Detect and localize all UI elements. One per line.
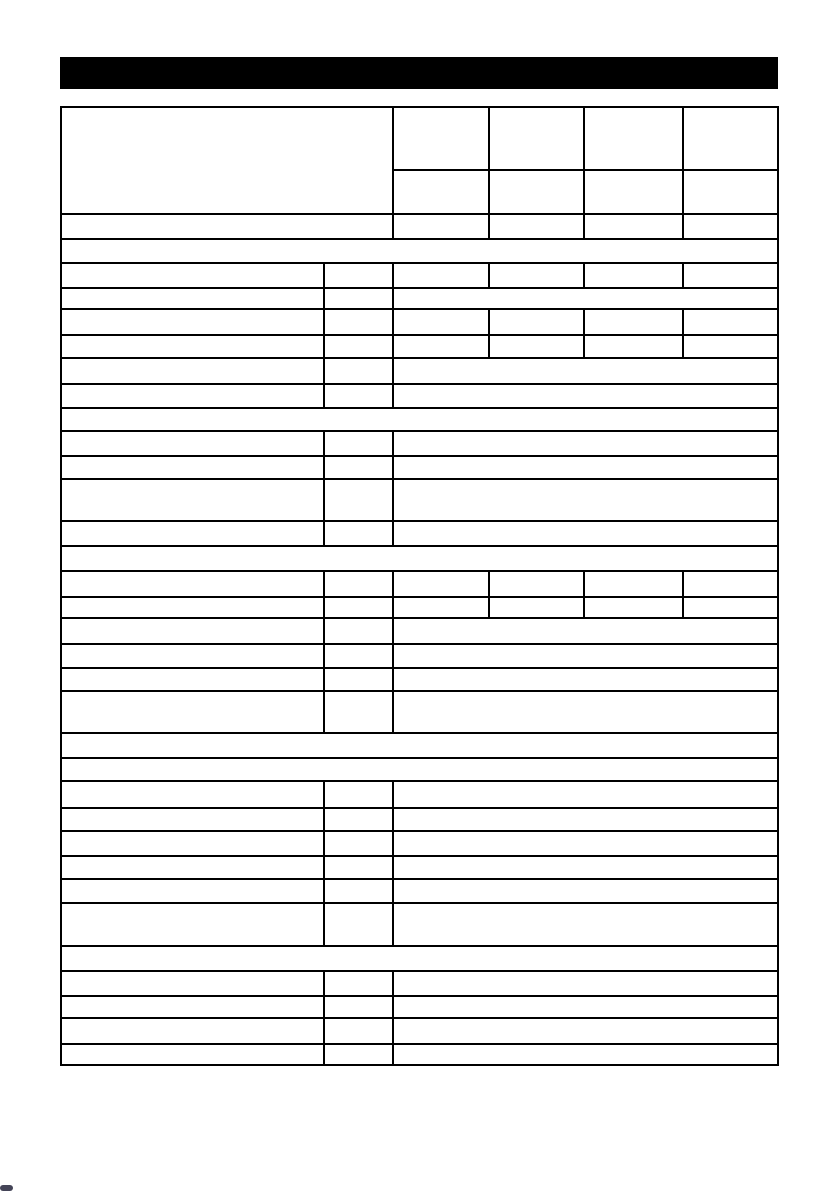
value-cell (490, 215, 585, 238)
value-cell-merged (394, 669, 777, 690)
header-left-cell (62, 108, 394, 213)
table-row-merged (62, 645, 777, 669)
header-column-cell (490, 171, 585, 213)
unit-cell (325, 669, 394, 690)
value-cell (684, 215, 777, 238)
label-cell (62, 457, 325, 478)
label-cell (62, 598, 325, 617)
value-cell-merged (394, 1045, 777, 1064)
value-cell (684, 310, 777, 334)
section-band-cell (62, 547, 777, 570)
header-column-cell (490, 108, 585, 169)
header-column-cell (394, 108, 490, 169)
label-cell (62, 289, 325, 308)
header-column-cell (394, 171, 490, 213)
value-cell (684, 572, 777, 596)
table-header-row (62, 108, 777, 215)
table-row-4col (62, 310, 777, 336)
unit-cell (325, 572, 394, 596)
value-cell (490, 572, 585, 596)
table-row-merged (62, 880, 777, 904)
value-cell (684, 264, 777, 287)
table-row-merged (62, 522, 777, 547)
label-cell (62, 997, 325, 1017)
unit-cell (325, 692, 394, 732)
section-band-cell (62, 240, 777, 262)
table-row-4col (62, 598, 777, 619)
unit-cell (325, 264, 394, 287)
value-cell (394, 215, 490, 238)
value-cell (394, 572, 490, 596)
value-cell-merged (394, 809, 777, 830)
label-cell (62, 432, 325, 455)
value-cell-merged (394, 359, 777, 383)
section-band-row (62, 409, 777, 432)
table-row-4col (62, 572, 777, 598)
value-cell-merged (394, 645, 777, 667)
table-row-merged (62, 997, 777, 1019)
header-column-cell (585, 171, 684, 213)
table-row-wide-label (62, 215, 777, 240)
table-row-merged (62, 832, 777, 857)
unit-cell (325, 809, 394, 830)
table-row-merged (62, 782, 777, 809)
value-cell (585, 572, 684, 596)
value-cell (490, 264, 585, 287)
label-cell (62, 645, 325, 667)
table-row-merged (62, 692, 777, 734)
table-row-merged (62, 669, 777, 692)
value-cell-merged (394, 432, 777, 455)
label-cell (62, 692, 325, 732)
table-row-merged (62, 904, 777, 947)
label-cell (62, 480, 325, 520)
unit-cell (325, 336, 394, 357)
value-cell (684, 336, 777, 357)
table-row-merged (62, 385, 777, 409)
value-cell (585, 264, 684, 287)
unit-cell (325, 480, 394, 520)
label-cell (62, 572, 325, 596)
table-row-merged (62, 359, 777, 385)
unit-cell (325, 522, 394, 545)
unit-cell (325, 457, 394, 478)
header-column-cell (585, 108, 684, 169)
table-row-merged (62, 432, 777, 457)
label-cell (62, 1019, 325, 1043)
section-band-row (62, 759, 777, 782)
label-cell (62, 359, 325, 383)
unit-cell (325, 385, 394, 407)
title-bar (60, 57, 778, 89)
value-cell-merged (394, 480, 777, 520)
value-cell (490, 310, 585, 334)
label-cell (62, 310, 325, 334)
value-cell (684, 598, 777, 617)
table-row-merged (62, 972, 777, 997)
unit-cell (325, 832, 394, 855)
section-band-row (62, 547, 777, 572)
header-columns-block (394, 108, 777, 213)
value-cell (394, 336, 490, 357)
unit-cell (325, 997, 394, 1017)
value-cell-merged (394, 880, 777, 902)
label-cell (62, 832, 325, 855)
header-sub-row (394, 108, 777, 171)
value-cell (585, 310, 684, 334)
label-cell (62, 264, 325, 287)
table-row-merged (62, 619, 777, 645)
table-row-merged (62, 1045, 777, 1064)
unit-cell (325, 645, 394, 667)
value-cell (394, 310, 490, 334)
section-band-row (62, 734, 777, 759)
label-cell (62, 336, 325, 357)
table-row-merged (62, 289, 777, 310)
section-band-cell (62, 734, 777, 757)
value-cell (490, 598, 585, 617)
value-cell-merged (394, 289, 777, 308)
unit-cell (325, 904, 394, 945)
unit-cell (325, 972, 394, 995)
section-band-cell (62, 409, 777, 430)
value-cell-merged (394, 385, 777, 407)
value-cell-merged (394, 1019, 777, 1043)
value-cell-merged (394, 692, 777, 732)
unit-cell (325, 782, 394, 807)
label-cell (62, 619, 325, 643)
unit-cell (325, 1045, 394, 1064)
table-row-merged (62, 857, 777, 880)
value-cell (490, 336, 585, 357)
value-cell-merged (394, 832, 777, 855)
value-cell-merged (394, 619, 777, 643)
section-band-row (62, 947, 777, 972)
table-row-4col (62, 264, 777, 289)
label-cell (62, 522, 325, 545)
unit-cell (325, 619, 394, 643)
value-cell (585, 598, 684, 617)
label-cell (62, 972, 325, 995)
value-cell-merged (394, 782, 777, 807)
header-sub-row (394, 171, 777, 213)
header-column-cell (684, 171, 777, 213)
value-cell-merged (394, 522, 777, 545)
label-cell (62, 782, 325, 807)
label-cell (62, 1045, 325, 1064)
label-cell (62, 385, 325, 407)
label-cell (62, 904, 325, 945)
unit-cell (325, 598, 394, 617)
unit-cell (325, 1019, 394, 1043)
label-cell (62, 809, 325, 830)
table-row-merged (62, 457, 777, 480)
table-row-merged (62, 1019, 777, 1045)
table-row-merged (62, 480, 777, 522)
value-cell-merged (394, 457, 777, 478)
table-row-merged (62, 809, 777, 832)
value-cell-merged (394, 997, 777, 1017)
section-band-cell (62, 759, 777, 780)
value-cell (394, 598, 490, 617)
page-corner-artifact (0, 1185, 13, 1191)
label-cell (62, 857, 325, 878)
unit-cell (325, 310, 394, 334)
spec-table (60, 106, 779, 1066)
value-cell-merged (394, 972, 777, 995)
value-cell-merged (394, 857, 777, 878)
label-cell (62, 880, 325, 902)
value-cell (585, 336, 684, 357)
section-band-cell (62, 947, 777, 970)
unit-cell (325, 359, 394, 383)
value-cell (585, 215, 684, 238)
unit-cell (325, 289, 394, 308)
unit-cell (325, 857, 394, 878)
label-cell (62, 215, 394, 238)
unit-cell (325, 880, 394, 902)
unit-cell (325, 432, 394, 455)
label-cell (62, 669, 325, 690)
header-column-cell (684, 108, 777, 169)
value-cell (394, 264, 490, 287)
value-cell-merged (394, 904, 777, 945)
table-row-4col (62, 336, 777, 359)
section-band-row (62, 240, 777, 264)
